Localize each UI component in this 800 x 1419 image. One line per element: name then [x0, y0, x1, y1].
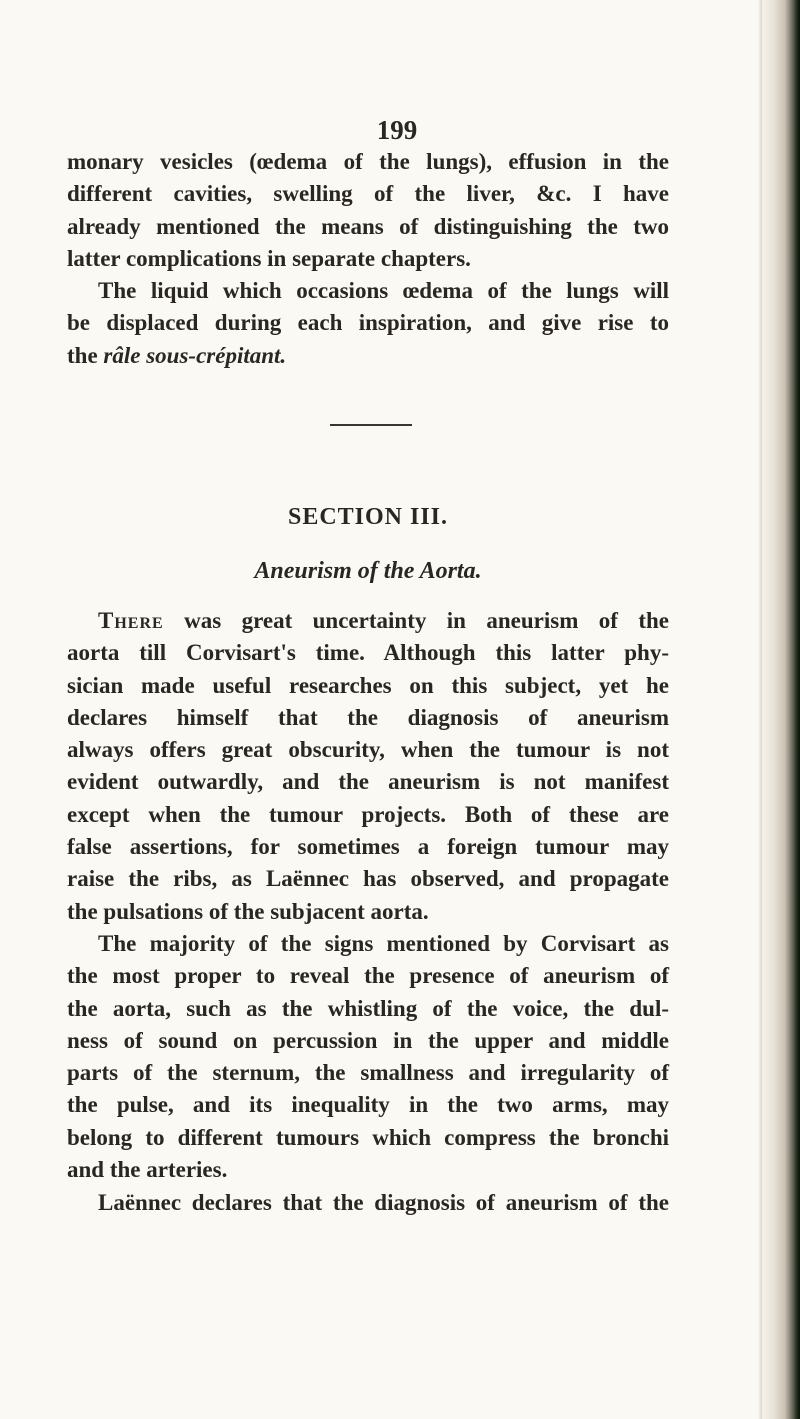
- aneurism-paragraph-3: [67, 1187, 669, 1219]
- text-line: the pulsations of the subjacent aorta.: [67, 898, 429, 924]
- text-fragment: the: [67, 342, 104, 368]
- italic-term: râle sous-crépitant.: [103, 342, 287, 368]
- continuation-paragraph: [67, 146, 669, 275]
- section-heading: SECTION III.: [287, 504, 449, 530]
- text-line: and the arteries.: [67, 1157, 228, 1183]
- book-spine: [762, 0, 800, 1419]
- text-line: already mentioned the means of distinguishing the two: [67, 213, 669, 239]
- text-line: always offers great obscurity, when the tumour is not: [67, 737, 669, 763]
- text-line: the most proper to reveal the presence of aneurism of: [67, 963, 669, 989]
- text-line: different cavities, swelling of the liver, &c. I have: [67, 181, 669, 207]
- text-line: be displaced during each inspiration, and give rise to: [67, 310, 669, 336]
- text-line: raise the ribs, as Laënnec has observed, and propagate: [67, 866, 669, 892]
- text-line: evident outwardly, and the aneurism is not manifest: [67, 769, 669, 795]
- text-line: except when the tumour projects. Both of these are: [67, 801, 669, 827]
- section-divider-rule: [330, 424, 412, 426]
- text-line: the pulse, and its inequality in the two arms, may: [67, 1092, 669, 1118]
- text-line: The majority of the signs mentioned by Corvisart as: [98, 931, 669, 956]
- text-line: sician made useful researches on this subject, yet he: [67, 672, 669, 698]
- oedema-paragraph: [67, 275, 669, 372]
- text-line: latter complications in separate chapters.: [67, 245, 471, 271]
- aneurism-paragraph-2: [67, 928, 669, 1186]
- text-line: false assertions, for sometimes a foreign tumour may: [67, 834, 669, 860]
- text-line: [67, 605, 669, 637]
- text-line: monary vesicles (œdema of the lungs), effusion in the: [67, 149, 669, 174]
- page-number: 199: [376, 115, 418, 145]
- aneurism-paragraph-1: [67, 605, 669, 928]
- text-line: ness of sound on percussion in the upper and middle: [67, 1027, 669, 1053]
- text-line: declares himself that the diagnosis of aneurism: [67, 704, 669, 730]
- lead-word: There: [98, 608, 164, 633]
- text-line: parts of the sternum, the smallness and irregularity of: [67, 1060, 669, 1086]
- text-line: aorta till Corvisart's time. Although this latter phy-: [67, 640, 669, 666]
- text-line: Laënnec declares that the diagnosis of aneurism of the: [98, 1190, 669, 1215]
- text-line: [67, 340, 669, 372]
- text-line: the aorta, such as the whistling of the voice, the dul-: [67, 995, 669, 1021]
- text-line: The liquid which occasions œdema of the lungs will: [98, 278, 669, 303]
- text-line: belong to different tumours which compress the bronchi: [67, 1124, 669, 1150]
- text-fragment: was great uncertainty in aneurism of the: [163, 608, 669, 633]
- section-subtitle: Aneurism of the Aorta.: [254, 558, 482, 584]
